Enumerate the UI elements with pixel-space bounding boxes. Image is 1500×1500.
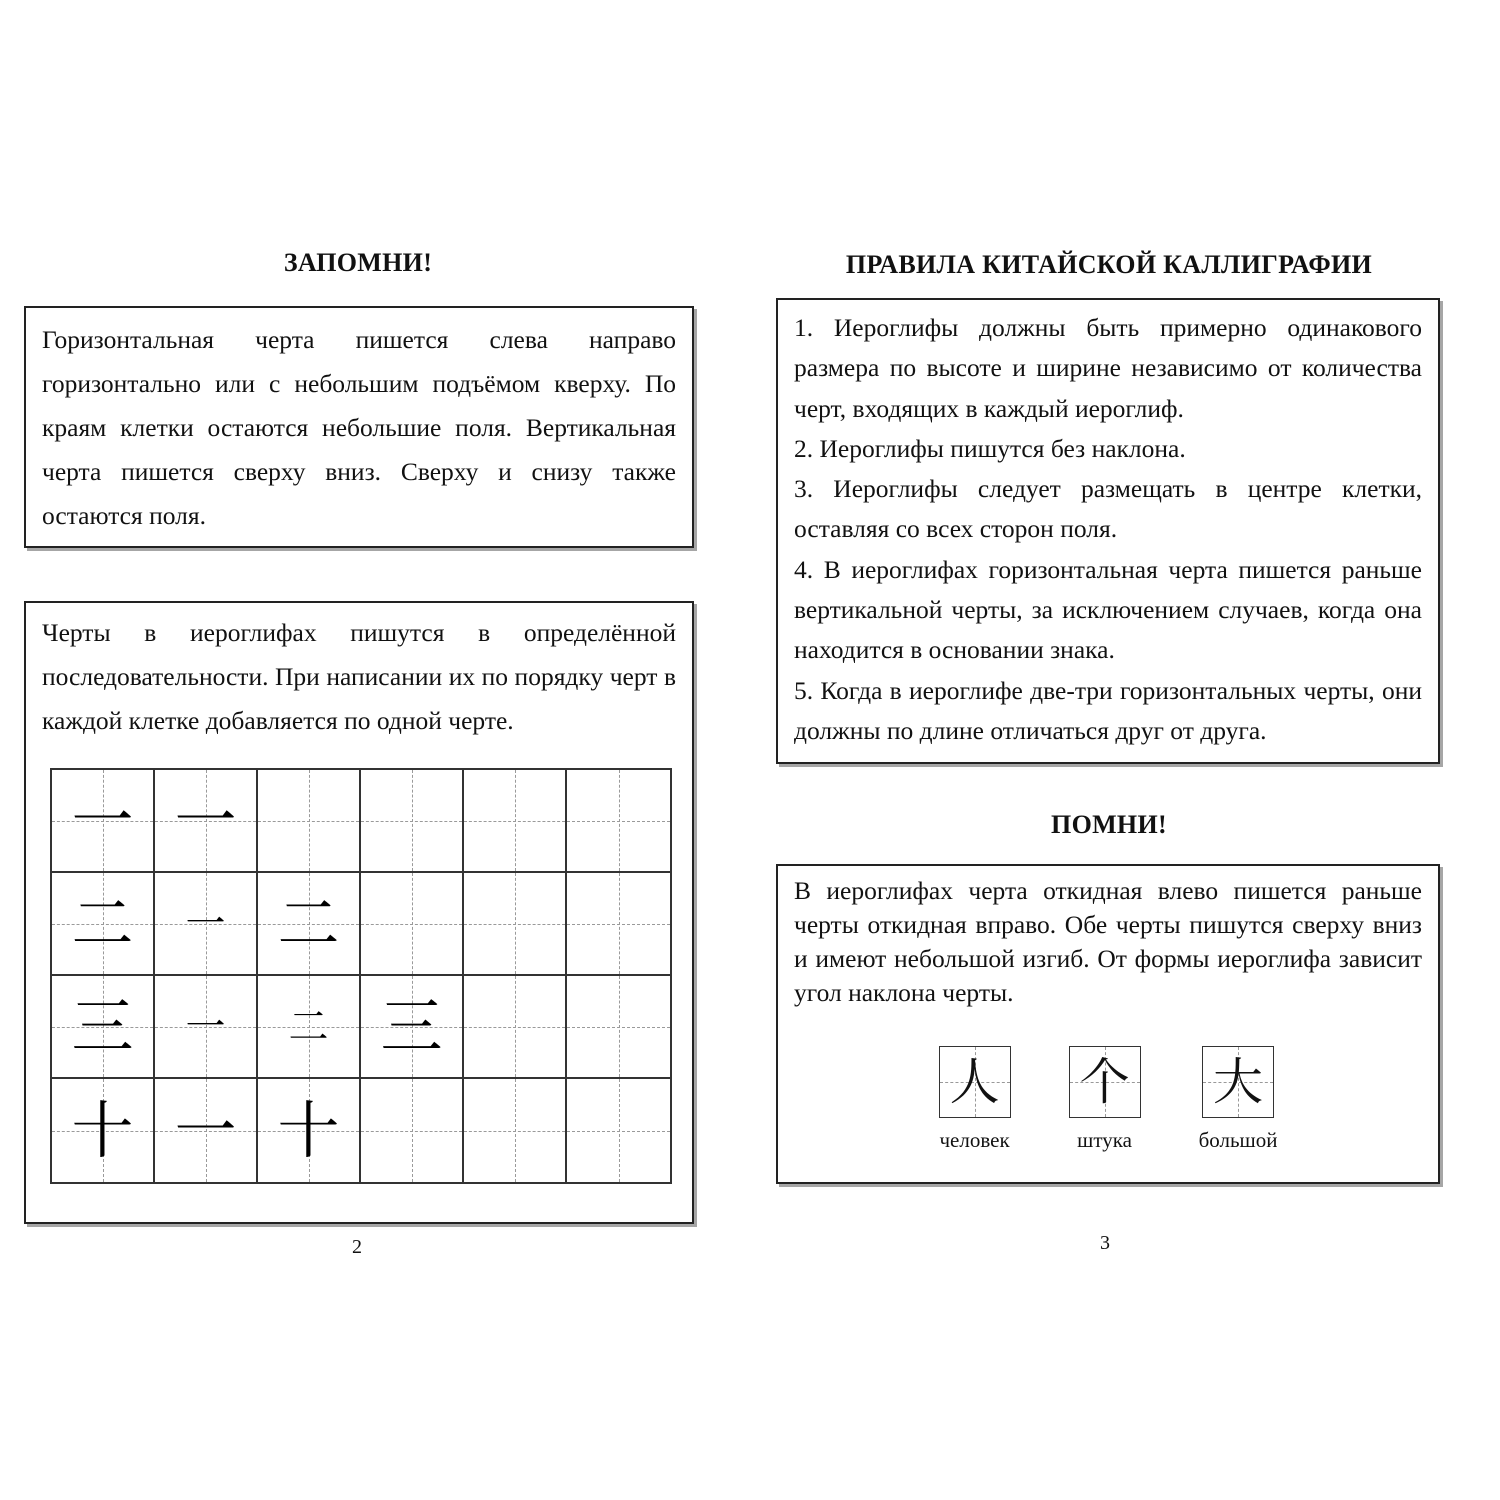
grid-char: 三: [71, 989, 134, 1063]
grid-char: 一: [174, 1093, 237, 1167]
example-cell: [939, 1046, 1011, 1118]
grid-cell: [567, 873, 670, 976]
rule-item: 1. Иероглифы должны быть примерно одинакового размера по высоте и ширине независимо от количества черт, входящих в каждый иероглиф.: [794, 313, 1422, 423]
example-cell: [1202, 1046, 1274, 1118]
example-label: человек: [939, 1128, 1010, 1152]
grid-char: 二: [71, 886, 134, 960]
grid-cell: [258, 770, 361, 873]
example-char: 人: [949, 1053, 1000, 1111]
grid-cell: [258, 873, 361, 976]
grid-cell: [567, 976, 670, 1079]
grid-cell: [258, 976, 361, 1079]
stroke-order-box: [24, 601, 694, 1224]
page-number-right: 3: [1100, 1232, 1110, 1254]
stroke-direction-text: Горизонтальная черта пишется слева направо горизонтально или с небольшим подъёмом кверху. По краям клетки остаются небольшие поля. Вертикальная черта пишется сверху вниз. Сверху и снизу также остаются поля.: [42, 325, 676, 530]
grid-cell: [361, 770, 464, 873]
grid-cell: [52, 976, 155, 1079]
grid-char: 二: [288, 1003, 329, 1050]
grid-cell: [155, 770, 258, 873]
rule-item: 4. В иероглифах горизонтальная черта пишется раньше вертикальной черты, за исключением случаев, когда она находится в основании знака.: [794, 554, 1422, 665]
grid-cell: [361, 873, 464, 976]
grid-cell: [567, 1079, 670, 1182]
rules-box: [776, 298, 1440, 764]
grid-cell: [464, 873, 567, 976]
right-page: [750, 0, 1500, 1500]
example-item: [1199, 1046, 1278, 1153]
grid-cell: [464, 770, 567, 873]
grid-char: 一: [185, 1003, 226, 1050]
left-page: [0, 0, 720, 1500]
example-label: штука: [1077, 1128, 1132, 1152]
grid-cell: [361, 976, 464, 1079]
stroke-order-grid: [50, 768, 672, 1184]
horizontal-vertical-stroke-box: [24, 306, 694, 548]
grid-cell: [567, 770, 670, 873]
grid-char: 三: [380, 989, 443, 1063]
stroke-order-text: Черты в иероглифах пишутся в определённой последовательности. При написании их по порядку черт в каждой клетке добавляется по одной черте.: [42, 618, 676, 735]
character-examples: [778, 1046, 1438, 1153]
grid-char: 一: [174, 783, 237, 857]
remember-title-2: ПОМНИ!: [1051, 810, 1167, 839]
rule-item: 5. Когда в иероглифе две-три горизонтальных черты, они должны по длине отличаться друг от друга.: [794, 675, 1422, 745]
grid-char: 一: [185, 900, 226, 947]
grid-cell: [361, 1079, 464, 1182]
rule-item: 2. Иероглифы пишутся без наклона.: [794, 433, 1186, 463]
grid-cell: [52, 770, 155, 873]
grid-cell: [464, 1079, 567, 1182]
rule-item: 3. Иероглифы следует размещать в центре клетки, оставляя со всех сторон поля.: [794, 474, 1422, 544]
grid-cell: [155, 976, 258, 1079]
grid-char: 十: [71, 1093, 134, 1167]
grid-cell: [258, 1079, 361, 1182]
example-char: 大: [1213, 1053, 1263, 1111]
rules-list: [778, 300, 1438, 751]
example-cell: [1069, 1046, 1141, 1118]
page-number-left: 2: [352, 1236, 362, 1258]
diagonal-strokes-box: [776, 864, 1440, 1184]
diagonal-strokes-text: В иероглифах черта откидная влево пишется раньше черты откидная вправо. Обе черты пишутся сверху вниз и имеют небольшой изгиб. От формы иероглифа зависит угол наклона черты.: [794, 876, 1422, 1007]
grid-cell: [464, 976, 567, 1079]
grid-cell: [52, 873, 155, 976]
remember-title: ЗАПОМНИ!: [283, 248, 433, 277]
grid-cell: [155, 873, 258, 976]
grid-char: 十: [277, 1093, 340, 1167]
example-char: 个: [1079, 1053, 1130, 1111]
calligraphy-rules-title: ПРАВИЛА КИТАЙСКОЙ КАЛЛИГРАФИИ: [845, 250, 1373, 279]
grid-char: 一: [71, 783, 134, 857]
grid-char: 二: [277, 886, 340, 960]
example-item: [1069, 1046, 1141, 1153]
grid-cell: [155, 1079, 258, 1182]
grid-cell: [52, 1079, 155, 1182]
example-label: большой: [1198, 1128, 1278, 1152]
example-item: [939, 1046, 1011, 1153]
